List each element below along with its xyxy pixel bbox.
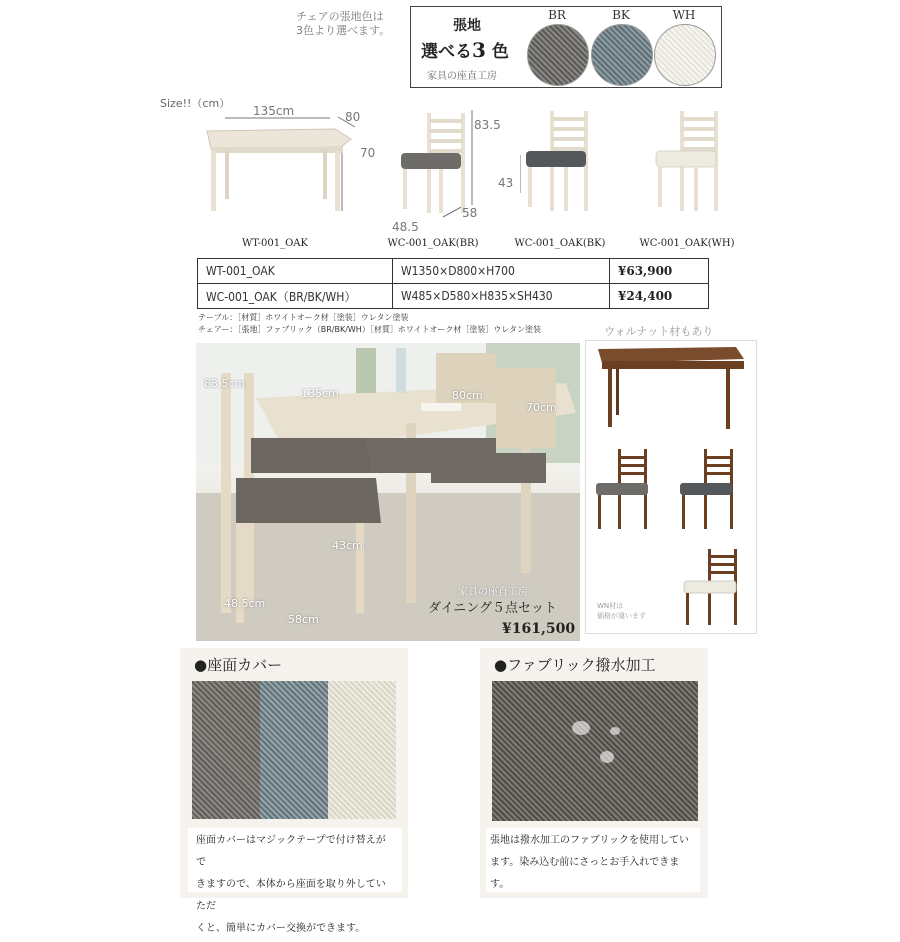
seat-cover-text-line3: くと、簡単にカバー交換ができます。 — [196, 923, 366, 934]
spec-price: ¥63,900 — [610, 259, 709, 284]
seat-cover-title: ●座面カバー — [194, 656, 283, 674]
water-repellent-text-line1: 張地は撥水加工のファブリックを使用してい — [490, 835, 689, 846]
table-diagram — [195, 105, 395, 225]
swatch-bk — [591, 24, 653, 86]
seat-cover-textbox — [188, 828, 402, 934]
dim-table-width: 135cm — [253, 104, 295, 118]
photo-dim-width: 135cm — [301, 387, 339, 400]
color-note — [296, 10, 390, 38]
fabric-wh — [328, 681, 396, 819]
photo-dim-depth: 80cm — [452, 389, 483, 402]
dining-set-photo — [196, 343, 580, 641]
spec-dims: W485×D580×H835×SH430 — [393, 284, 610, 309]
swatch-label-br: BR — [548, 8, 566, 22]
caption-table: WT-001_OAK — [241, 238, 308, 249]
brand-label: 家具の座直工房 — [427, 71, 497, 82]
size-label: Size!!（cm） — [160, 97, 231, 110]
seat-cover-text — [188, 828, 402, 942]
choose-prefix: 選べる — [421, 42, 472, 62]
color-note-line2: 3色より選べます。 — [296, 24, 391, 37]
table-row — [198, 284, 709, 309]
caption-chair-bk: WC-001_OAK(BK) — [514, 238, 606, 249]
chair-diagram-wh — [650, 105, 730, 220]
swatch-wh — [654, 24, 716, 86]
water-droplet — [600, 751, 614, 763]
water-repellent-text-line2: ます。染み込む前にさっとお手入れできます。 — [490, 857, 680, 890]
seat-cover-panel — [180, 648, 408, 934]
spec-model: WC-001_OAK（BR/BK/WH） — [198, 284, 393, 309]
water-repellent-textbox — [486, 828, 700, 892]
water-repellent-text — [486, 828, 700, 898]
color-note-line1: チェアの張地色は — [296, 10, 384, 23]
spec-table — [197, 258, 709, 309]
seat-cover-text-line1: 座面カバーはマジックテープで付け替えがで — [196, 835, 386, 868]
material-chair: チェアー：［張地］ファブリック（BR/BK/WH）［材質］ホワイトオーク材［塗装］ウレタン塗装 — [198, 325, 542, 334]
spec-model: WT-001_OAK — [198, 259, 393, 284]
dim-chair-height: 83.5 — [474, 118, 501, 132]
swatch-box — [410, 6, 722, 88]
dim-table-height: 70 — [360, 146, 376, 160]
swatch-br — [527, 24, 589, 86]
caption-chair-br: WC-001_OAK(BR) — [387, 238, 479, 249]
spec-price: ¥24,400 — [610, 284, 709, 309]
photo-brand: 家具の座直工房 — [458, 587, 528, 598]
set-name: ダイニング５点セット — [428, 601, 557, 616]
dim-table-depth: 80 — [345, 110, 361, 124]
seat-cover-fabrics — [192, 681, 396, 819]
swatch-label-wh: WH — [672, 8, 696, 22]
swatch-label-bk: BK — [612, 8, 630, 22]
walnut-note-line2: 価格が違います — [597, 612, 646, 620]
walnut-note-line1: WN材は — [597, 602, 624, 610]
seat-cover-text-line2: きますので、本体から座面を取り外していただ — [196, 879, 386, 912]
photo-dim-chair-width: 48.5cm — [224, 597, 266, 610]
photo-dim-height: 83.5cm — [204, 377, 246, 390]
set-price: ¥161,500 — [502, 621, 576, 637]
spec-dims: W1350×D800×H700 — [393, 259, 610, 284]
water-droplet — [610, 727, 620, 735]
walnut-panel — [585, 340, 757, 634]
material-table: テーブル：［材質］ホワイトオーク材［塗装］ウレタン塗装 — [198, 313, 409, 322]
chair-diagram-bk — [520, 105, 600, 220]
dim-chair-width: 48.5 — [392, 220, 419, 234]
caption-chair-wh: WC-001_OAK(WH) — [639, 238, 735, 249]
photo-dim-chair-depth: 58cm — [288, 613, 319, 626]
fabric-br — [192, 681, 260, 819]
dim-chair-depth: 58 — [462, 206, 478, 220]
choose-number: 3 — [472, 38, 486, 62]
fabric-bk — [260, 681, 328, 819]
photo-dim-table-height: 70cm — [526, 401, 557, 414]
dim-seat-height: 43 — [498, 176, 514, 190]
choose-colors-label — [421, 37, 509, 62]
walnut-note — [597, 601, 646, 621]
table-row — [198, 259, 709, 284]
choose-suffix: 色 — [491, 42, 509, 62]
water-repellent-title: ●ファブリック撥水加工 — [494, 656, 656, 674]
water-droplet — [572, 721, 590, 735]
water-repellent-panel — [480, 648, 708, 898]
water-repellent-fabric — [492, 681, 698, 821]
walnut-label: ウォルナット材もあり — [604, 325, 714, 338]
walnut-furniture — [586, 341, 756, 633]
photo-dim-seat: 43cm — [332, 539, 363, 552]
upholstery-title: 張地 — [453, 18, 481, 34]
